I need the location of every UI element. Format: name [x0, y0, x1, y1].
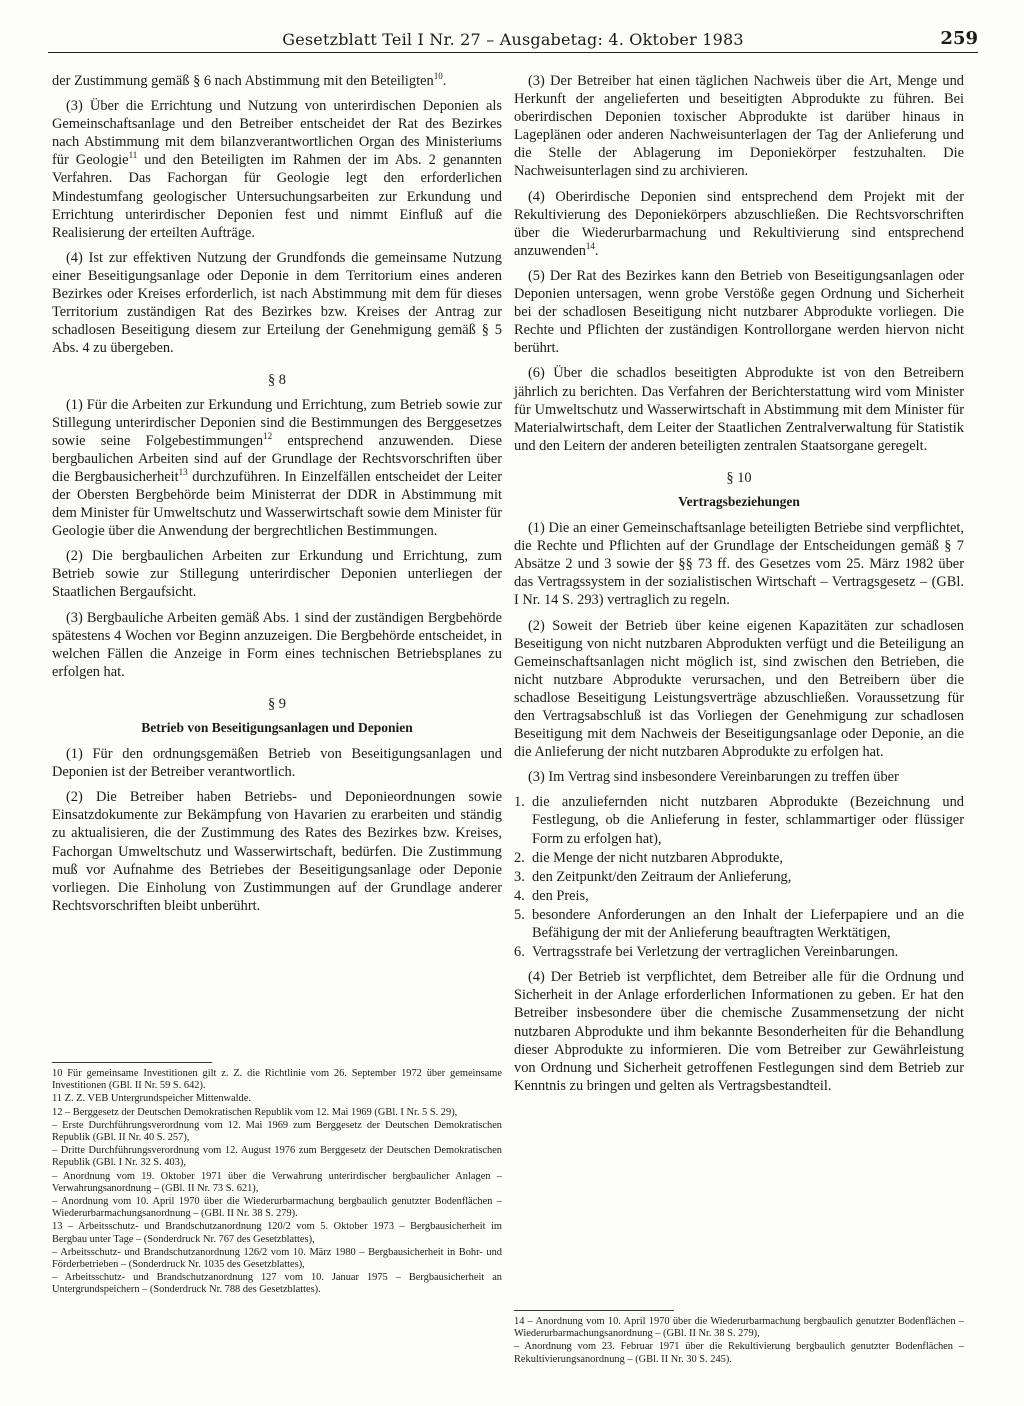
section-9-title: Betrieb von Beseitigungsanlagen und Deponien: [141, 720, 413, 735]
paragraph-9-4: [514, 188, 964, 260]
header-title: Gesetzblatt Teil I Nr. 27 – Ausgabetag: 4. Oktober 1983: [282, 30, 744, 49]
list-text: den Zeitpunkt/den Zeitraum der Anlieferung,: [532, 868, 792, 885]
footnote: – Anordnung vom 19. Oktober 1971 über die Verwahrung unterirdischer bergbaulicher Anlagen – Verwahrungsanordnung – (GBl. II Nr. 73 S. 621),: [52, 1170, 502, 1194]
footnote: – Erste Durchführungsverordnung vom 12. Mai 1969 zum Berggesetz der Deutschen Demokratischen Republik (GBl. II Nr. 40 S. 257),: [52, 1119, 502, 1144]
text: und den Beteiligten im Rahmen der im Abs. 2 genannten Verfahren. Das Fachorgan für Geologie legt den erforderlichen Mindestumfang geologischer Untersuchungsarbeiten zur Erkundung und Errichtung unterirdischer Deponien fest und nimmt Einfluß auf die Realisierung der erteilten Aufträge.: [52, 152, 502, 241]
list-number: 6.: [514, 944, 525, 961]
footnote: 12 – Berggesetz der Deutschen Demokratischen Republik vom 12. Mai 1969 (GBl. I Nr. 5 S. 29),: [52, 1106, 458, 1118]
list-number: 4.: [514, 887, 525, 904]
paragraph-9-1: (1) Für den ordnungsgemäßen Betrieb von Beseitigungsanlagen und Deponien ist der Betreiber verantwortlich.: [52, 746, 502, 781]
footnotes-left: [52, 1052, 502, 1298]
footnote: – Anordnung vom 10. April 1970 über die Wiederurbarmachung bergbaulich genutzter Bodenflächen – Wiederurbarmachungsanordnung – (GBl. II Nr. 38 S. 279).: [52, 1196, 502, 1220]
left-column: [52, 72, 502, 922]
paragraph-10-4: (4) Der Betrieb ist verpflichtet, dem Betreiber alle für die Ordnung und Sicherheit in der Anlage erforderlichen Informationen zu geben. Er hat den Betreiber insbesondere über die chemische Zusammensetzung der nicht nutzbaren Abprodukte und ihm bekannte Besonderheiten für die Behandlung dieser Abprodukte zu informieren. Die vom Betreiber zur Gewährleistung von Ordnung und Sicherheit getroffenen Festlegungen sind dem Betrieb zur Kenntnis zu bringen und gelten als Vertragsbestandteil.: [514, 969, 964, 1094]
footnote-divider: [52, 1062, 212, 1063]
footnote-ref[interactable]: 11: [128, 150, 138, 161]
paragraph-consent: [52, 72, 502, 90]
list-item: [514, 906, 964, 942]
list-number: 1.: [514, 794, 525, 811]
footnote: – Dritte Durchführungsverordnung vom 12. August 1976 zum Berggesetz der Deutschen Demokratischen Republik (GBl. I Nr. 32 S. 403),: [52, 1145, 502, 1169]
paragraph-9-3: (3) Der Betreiber hat einen täglichen Nachweis über die Art, Menge und Herkunft der angelieferten und beseitigten Abprodukte zu führen. Bei oberirdischen Deponien toxischer Abprodukte ist darüber hinaus in Lageplänen oder anderen Nachweisunterlagen der Tag der Anlieferung und die Stelle der Ablagerung im Deponiekörper festzuhalten. Die Nachweisunterlagen sind zu archivieren.: [514, 73, 964, 180]
list-text: besondere Anforderungen an den Inhalt der Lieferpapiere und an die Befähigung der mit der Anlieferung beauftragten Werktätigen,: [532, 906, 964, 942]
footnote: 11 Z. Z. VEB Untergrundspeicher Mittenwalde.: [52, 1093, 251, 1105]
paragraph-7-3: [52, 97, 502, 242]
paragraph-8-2: (2) Die bergbaulichen Arbeiten zur Erkundung und Errichtung, zum Betrieb sowie zur Stillegung unterirdischer Deponien unterliegen der Staatlichen Bergaufsicht.: [52, 548, 502, 601]
footnotes-right: [514, 1300, 964, 1367]
text: (3) Über die Errichtung und Nutzung von unterirdischen Deponien als Gemeinschaftsanlage und den Betreiber entscheidet der Rat des Bezirkes nach Abstimmung mit dem bilanzverantwortlichen Organ des Ministeriums für Geologie: [52, 98, 502, 169]
text: entsprechend anzuwenden. Diese bergbaulichen Arbeiten sind auf der Grundlage der Rechtsvorschriften über die Bergbausicherheit: [52, 432, 502, 485]
text: .: [594, 242, 599, 259]
footnote-ref[interactable]: 10: [433, 71, 443, 82]
footnote: – Arbeitsschutz- und Brandschutzanordnung 126/2 vom 10. März 1980 – Bergbausicherheit in Bohr- und Förderbetrieben – (Sonderdruck Nr. 1035 des Gesetzblattes),: [52, 1246, 502, 1271]
paragraph-10-1: (1) Die an einer Gemeinschaftsanlage beteiligten Betriebe sind verpflichtet, die Rechte und Pflichten auf der Grundlage der Entscheidungen gemäß § 7 Absätze 2 und 3 sowie der §§ 73 ff. des Gesetzes vom 25. März 1982 über das Vertragssystem in der sozialistischen Wirtschaft – Vertragsgesetz – (GBl. I Nr. 14 S. 293) vertraglich zu regeln.: [514, 520, 964, 609]
list-text: die anzuliefernden nicht nutzbaren Abprodukte (Bezeichnung und Festlegung, ob die Anlieferung in fester, schlammartiger oder flüssiger Form zu erfolgen hat),: [532, 794, 964, 847]
footnote: – Arbeitsschutz- und Brandschutzanordnung 127 vom 10. Januar 1975 – Bergbausicherheit an Untergrundspeichern – (Sonderdruck Nr. 788 des Gesetzblattes).: [52, 1272, 502, 1296]
paragraph-10-2: (2) Soweit der Betrieb über keine eigenen Kapazitäten zur schadlosen Beseitigung von nicht nutzbaren Abprodukten verfügt und die Beteiligung an Gemeinschaftsanlagen nicht möglich ist, sind zwischen den Betrieben, die nicht nutzbare Abprodukte verursachen, und den Betreibern über die schadlose Beseitigung Leistungsverträge abzuschließen. Voraussetzung für den Vertragsabschluß ist das Vorliegen der Genehmigung zur schadlosen Beseitigung mit dem Nachweis der Beseitigungsanlage oder Deponie, an die die Anlieferung der nicht nutzbaren Abprodukte zu erfolgen hat.: [514, 617, 964, 761]
list-text: den Preis,: [532, 887, 589, 904]
paragraph-9-6: (6) Über die schadlos beseitigten Abprodukte ist von den Betreibern jährlich zu berichten. Das Verfahren der Berichterstattung wird vom Minister für Umweltschutz und Wasserwirtschaft in Abstimmung mit dem Minister für Materialwirtschaft, dem Leiter der Staatlichen Zentralverwaltung für Statistik und den Leitern der anderen beteiligten zentralen Staatsorgane geregelt.: [514, 365, 964, 454]
text: (4) Oberirdische Deponien sind entsprechend dem Projekt mit der Rekultivierung des Deponiekörpers abzuschließen. Die Rechtsvorschriften über die Wiederurbarmachung und Rekultivierung sind entsprechend anzuwenden: [514, 188, 964, 259]
section-10-title: Vertragsbeziehungen: [678, 493, 800, 509]
list-item: [514, 793, 964, 847]
section-10-heading: § 10: [726, 469, 752, 486]
footnote-divider: [514, 1310, 674, 1311]
agreement-list: [514, 793, 964, 961]
footnote-ref[interactable]: 13: [178, 467, 188, 478]
right-column: [514, 72, 964, 1102]
list-number: 2.: [514, 849, 525, 866]
page-number: 259: [940, 28, 978, 49]
section-8-heading: § 8: [268, 372, 286, 389]
paragraph-9-2: (2) Die Betreiber haben Betriebs- und Deponieordnungen sowie Einsatzdokumente zur Bekämpfung von Havarien zu erarbeiten und ständig zu aktualisieren, die der Zustimmung des Rates des Bezirkes bzw. Kreises, Fachorgan Umweltschutz und Wasserwirtschaft, bedürfen. Die Zustimmung muß vor Aufnahme des Betriebes der Beseitigungsanlage oder Deponie vorliegen. Die Einholung von Zustimmungen auf der Grundlage anderer Rechtsvorschriften bleibt unberührt.: [52, 789, 502, 914]
paragraph-9-5: (5) Der Rat des Bezirkes kann den Betrieb von Beseitigungsanlagen oder Deponien untersagen, wenn grobe Verstöße gegen Ordnung und Sicherheit bei der schadlosen Beseitigung nicht nutzbarer Abprodukte vorliegen. Die Rechte und Pflichten der zuständigen Kontrollorgane werden hiervon nicht berührt.: [514, 267, 964, 357]
text: .: [442, 73, 447, 89]
page-header: [48, 8, 978, 53]
footnote: 13 – Arbeitsschutz- und Brandschutzanordnung 120/2 vom 5. Oktober 1973 – Bergbausicherheit im Bergbau unter Tage – (Sonderdruck Nr. 767 des Gesetzblattes),: [52, 1221, 502, 1245]
list-item: [514, 849, 964, 867]
list-item: [514, 943, 964, 961]
footnote: – Anordnung vom 23. Februar 1971 über die Rekultivierung bergbaulich genutzter Bodenflächen – Rekultivierungsanordnung – (GBl. II Nr. 30 S. 245).: [514, 1341, 964, 1365]
footnote-ref[interactable]: 14: [585, 241, 595, 252]
list-number: 3.: [514, 868, 525, 885]
paragraph-8-3: (3) Bergbauliche Arbeiten gemäß Abs. 1 sind der zuständigen Bergbehörde spätestens 4 Wochen vor Beginn anzuzeigen. Die Bergbehörde entscheidet, in welchen Fällen die Anzeige in Form eines technischen Betriebsplanes zu erfolgen hat.: [52, 609, 502, 680]
footnote-ref[interactable]: 12: [263, 430, 273, 441]
list-item: [514, 887, 964, 905]
text: (1) Für die Arbeiten zur Erkundung und Errichtung, zum Betrieb sowie zur Stillegung unterirdischer Deponien sind die Bestimmungen des Berggesetzes sowie seine Folgebestimmungen: [52, 396, 502, 449]
list-text: Vertragsstrafe bei Verletzung der vertraglichen Vereinbarungen.: [532, 944, 899, 961]
list-number: 5.: [514, 906, 525, 923]
list-item: [514, 868, 964, 886]
text: der Zustimmung gemäß § 6 nach Abstimmung mit den Beteiligten: [52, 73, 434, 89]
footnote: 14 – Anordnung vom 10. April 1970 über die Wiederurbarmachung bergbaulich genutzter Bodenflächen – Wiederurbarmachungsanordnung – (GBl. II Nr. 38 S. 279),: [514, 1316, 964, 1340]
list-text: die Menge der nicht nutzbaren Abprodukte,: [532, 849, 783, 866]
text: durchzuführen. In Einzelfällen entscheidet der Leiter der Obersten Bergbehörde beim Ministerrat der DDR in Abstimmung mit dem Minister für Umweltschutz und Wasserwirtschaft sowie dem Minister für Geologie über die Anwendung der bergrechtlichen Bestimmungen.: [52, 468, 502, 540]
section-9-heading: § 9: [268, 695, 286, 712]
paragraph-10-3: (3) Im Vertrag sind insbesondere Vereinbarungen zu treffen über: [528, 769, 899, 786]
paragraph-8-1: [52, 396, 502, 541]
paragraph-7-4: (4) Ist zur effektiven Nutzung der Grundfonds die gemeinsame Nutzung einer Beseitigungsanlage oder Deponie in dem Territorium eines anderen Bezirkes oder Kreises erforderlich, ist nach Abstimmung mit dem für dieses Territorium zuständigen Rat des Bezirkes bzw. Kreises der Antrag zur schadlosen Beseitigung diesem zur Erteilung der Genehmigung gemäß § 5 Abs. 4 zu übergeben.: [52, 249, 502, 357]
footnote: 10 Für gemeinsame Investitionen gilt z. Z. die Richtlinie vom 26. September 1972 über gemeinsame Investitionen (GBl. II Nr. 59 S. 642).: [52, 1068, 502, 1092]
